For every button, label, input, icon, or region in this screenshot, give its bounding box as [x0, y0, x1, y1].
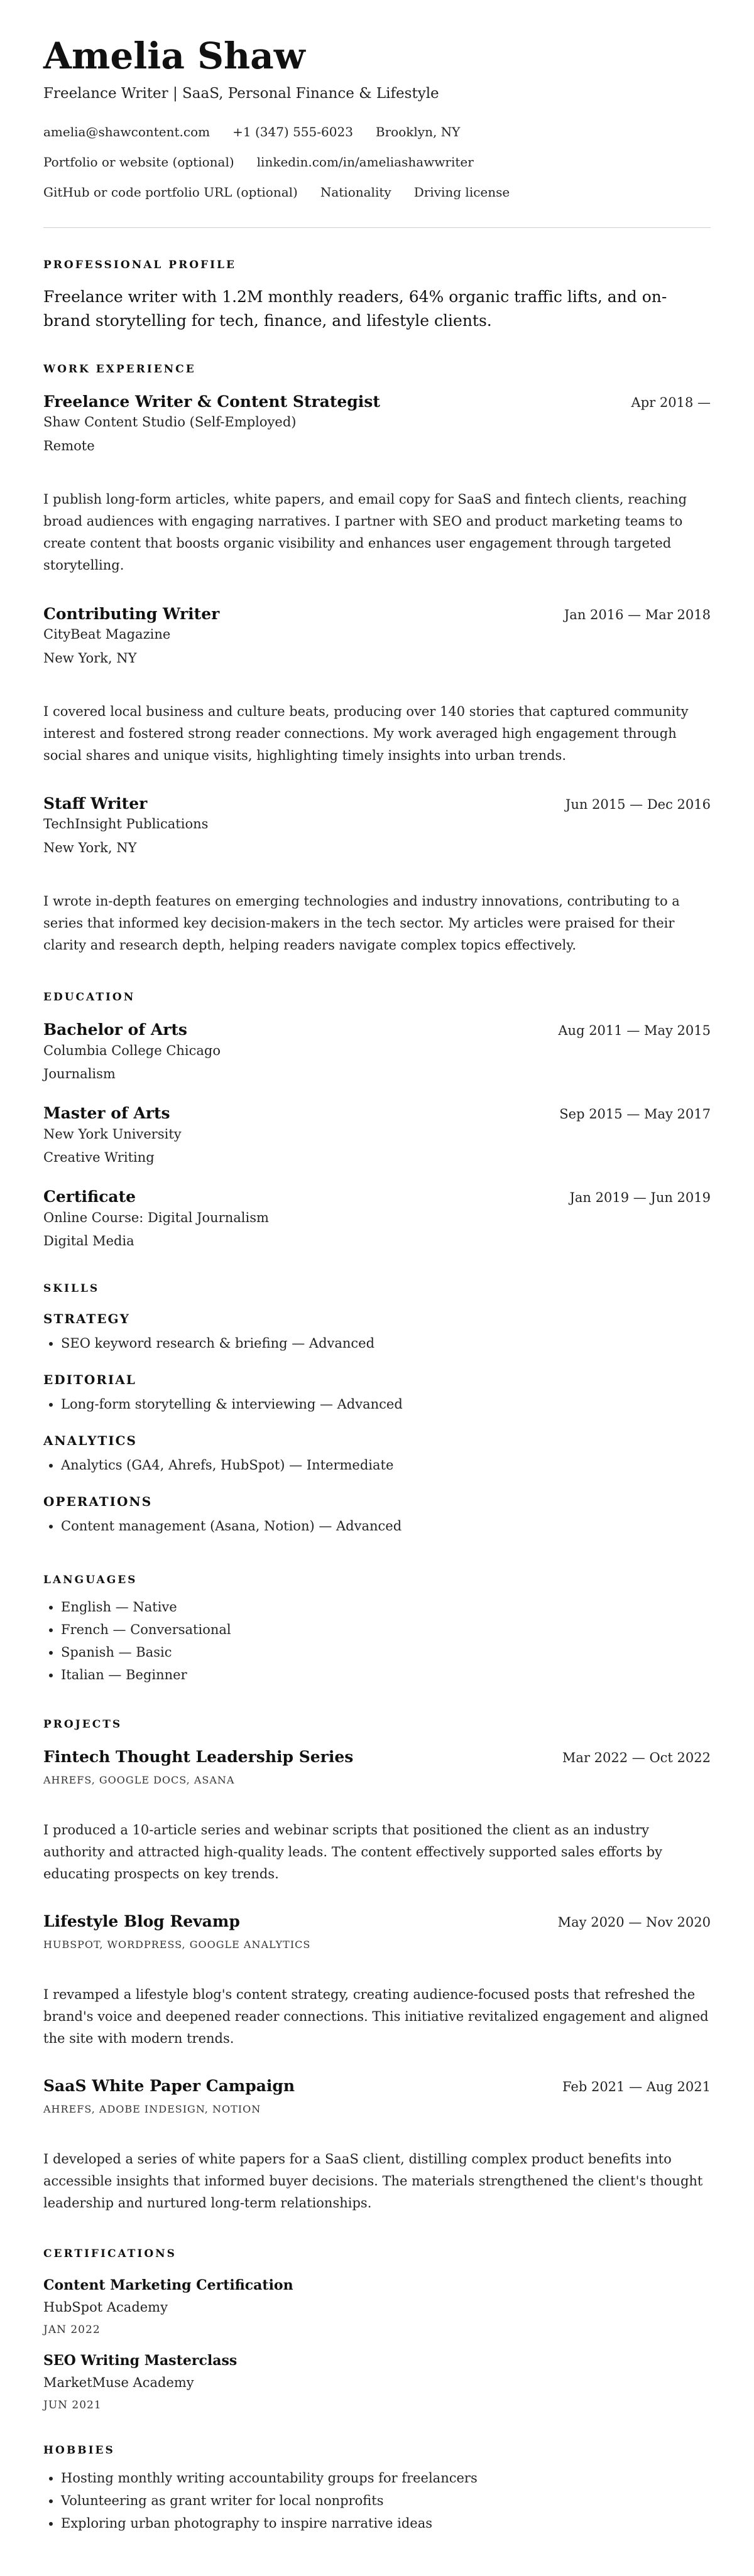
school: Online Course: Digital Journalism: [43, 1210, 269, 1225]
section-heading-education: EDUCATION: [43, 991, 136, 1004]
language-item: • French — Conversational: [61, 1618, 711, 1641]
section-heading-profile: PROFESSIONAL PROFILE: [43, 259, 236, 271]
project-date: Mar 2022 — Oct 2022: [562, 1750, 711, 1765]
location: Brooklyn, NY: [375, 124, 461, 139]
skill-category: EDITORIAL: [43, 1372, 136, 1387]
email-link[interactable]: amelia@shawcontent.com: [43, 124, 210, 139]
project-title: Lifestyle Blog Revamp: [43, 1912, 240, 1930]
project-description: I developed a series of white papers for a SaaS client, distilling complex product benefits into accessible insights that informed buyer decisions. The materials strengthened the client's thought leadership and nurtured long-term relationships.: [43, 2151, 703, 2211]
project-tools: AHREFS, GOOGLE DOCS, ASANA: [43, 1774, 235, 1786]
candidate-name: Amelia Shaw: [43, 35, 305, 77]
job-date: Jun 2015 — Dec 2016: [565, 797, 711, 812]
certification-issuer: MarketMuse Academy: [43, 2375, 194, 2390]
skill-item: • Content management (Asana, Notion) — Advanced: [61, 1515, 711, 1537]
job-location: New York, NY: [43, 840, 137, 855]
skill-item: • Analytics (GA4, Ahrefs, HubSpot) — Intermediate: [61, 1454, 711, 1476]
project-item-1-header: [43, 1748, 711, 1766]
field-of-study: Creative Writing: [43, 1150, 155, 1165]
job-description: I publish long-form articles, white papers, and email copy for SaaS and fintech clients, reaching broad audiences with engaging narratives. I partner with SEO and product marketing teams to create content that boosts organic visibility and enhances user engagement through targeted storytelling.: [43, 492, 687, 573]
experience-item-1-header: [43, 392, 711, 411]
experience-item-2-header: [43, 605, 711, 623]
project-tools: HUBSPOT, WORDPRESS, GOOGLE ANALYTICS: [43, 1939, 311, 1951]
education-item-3-header: [43, 1188, 711, 1206]
project-item-3-header: [43, 2077, 711, 2095]
job-location: Remote: [43, 438, 95, 453]
education-date: Jan 2019 — Jun 2019: [569, 1190, 711, 1205]
field-of-study: Digital Media: [43, 1233, 134, 1248]
degree: Master of Arts: [43, 1104, 170, 1122]
certification-date: JUN 2021: [43, 2399, 102, 2411]
job-description: I wrote in-depth features on emerging technologies and industry innovations, contributing to a series that informed key decision-makers in the tech sector. My articles were praised for their clarity and research depth, helping readers navigate complex topics effectively.: [43, 894, 680, 953]
skill-category: ANALYTICS: [43, 1433, 137, 1448]
job-company: Shaw Content Studio (Self-Employed): [43, 414, 297, 430]
job-company: CityBeat Magazine: [43, 627, 171, 642]
certification-date: JAN 2022: [43, 2324, 101, 2336]
skill-item: • SEO keyword research & briefing — Advanced: [61, 1332, 711, 1355]
phone-link[interactable]: +1 (347) 555-6023: [232, 124, 353, 139]
education-item-1-header: [43, 1020, 711, 1039]
certification-title: SEO Writing Masterclass: [43, 2352, 238, 2369]
language-item: • Spanish — Basic: [61, 1641, 711, 1664]
hobby-list: [43, 2467, 711, 2535]
project-date: Feb 2021 — Aug 2021: [562, 2079, 711, 2094]
project-tools: AHREFS, ADOBE INDESIGN, NOTION: [43, 2103, 261, 2115]
language-item: • Italian — Beginner: [61, 1664, 711, 1686]
language-list: [43, 1596, 711, 1686]
job-title: Contributing Writer: [43, 605, 220, 623]
job-title: Staff Writer: [43, 794, 148, 813]
job-description: I covered local business and culture beats, producing over 140 stories that captured community interest and fostered strong reader connections. My work averaged high engagement through social shares and unique visits, highlighting timely insights into urban trends.: [43, 704, 689, 763]
linkedin-link[interactable]: linkedin.com/in/ameliashawwriter: [256, 154, 474, 170]
headline: Freelance Writer | SaaS, Personal Finance & Lifestyle: [43, 85, 439, 102]
job-date: Apr 2018 —: [631, 395, 711, 410]
driving-license: Driving license: [413, 185, 510, 200]
skill-list: [43, 1515, 711, 1537]
certification-issuer: HubSpot Academy: [43, 2300, 168, 2315]
experience-item-3-header: [43, 794, 711, 813]
skill-list: [43, 1454, 711, 1476]
education-date: Aug 2011 — May 2015: [558, 1023, 711, 1038]
header-divider: [43, 227, 711, 228]
section-heading-experience: WORK EXPERIENCE: [43, 363, 196, 376]
project-description: I produced a 10-article series and webinar scripts that positioned the client as an industry authority and attracted high-quality leads. The content effectively supported sales efforts by educating prospects on key trends.: [43, 1822, 662, 1881]
skill-category: OPERATIONS: [43, 1494, 153, 1509]
project-title: SaaS White Paper Campaign: [43, 2077, 295, 2095]
project-date: May 2020 — Nov 2020: [557, 1915, 711, 1930]
field-of-study: Journalism: [43, 1066, 116, 1081]
section-heading-certifications: CERTIFICATIONS: [43, 2248, 177, 2260]
job-date: Jan 2016 — Mar 2018: [564, 607, 711, 622]
skill-item: • Long-form storytelling & interviewing — Advanced: [61, 1393, 711, 1415]
section-heading-skills: SKILLS: [43, 1282, 100, 1295]
hobby-item: • Hosting monthly writing accountability groups for freelancers: [61, 2467, 711, 2489]
contact-row-3: [43, 185, 711, 200]
project-item-2-header: [43, 1912, 711, 1930]
skill-list: [43, 1393, 711, 1415]
education-date: Sep 2015 — May 2017: [559, 1107, 711, 1122]
hobby-item: • Volunteering as grant writer for local nonprofits: [61, 2489, 711, 2512]
school: New York University: [43, 1127, 182, 1142]
skill-category: STRATEGY: [43, 1311, 130, 1326]
language-item: • English — Native: [61, 1596, 711, 1618]
school: Columbia College Chicago: [43, 1043, 221, 1058]
contact-row-1: [43, 124, 711, 139]
project-title: Fintech Thought Leadership Series: [43, 1748, 354, 1766]
degree: Bachelor of Arts: [43, 1020, 188, 1039]
contact-row-2: [43, 154, 711, 170]
section-heading-hobbies: HOBBIES: [43, 2444, 115, 2457]
hobby-item: • Exploring urban photography to inspire narrative ideas: [61, 2512, 711, 2535]
degree: Certificate: [43, 1188, 136, 1206]
project-description: I revamped a lifestyle blog's content strategy, creating audience-focused posts that refreshed the brand's voice and deepened reader connections. This initiative revitalized engagement and aligned the site with modern trends.: [43, 1987, 709, 2046]
job-company: TechInsight Publications: [43, 816, 209, 831]
nationality: Nationality: [320, 185, 391, 200]
job-location: New York, NY: [43, 651, 137, 666]
section-heading-languages: LANGUAGES: [43, 1574, 138, 1586]
certification-title: Content Marketing Certification: [43, 2277, 293, 2293]
github-link[interactable]: GitHub or code portfolio URL (optional): [43, 185, 298, 200]
portfolio-link[interactable]: Portfolio or website (optional): [43, 154, 234, 170]
job-title: Freelance Writer & Content Strategist: [43, 392, 380, 411]
profile-summary: Freelance writer with 1.2M monthly readers, 64% organic traffic lifts, and on-brand storytelling for tech, finance, and lifestyle clients.: [43, 288, 667, 330]
education-item-2-header: [43, 1104, 711, 1122]
skill-list: [43, 1332, 711, 1355]
section-heading-projects: PROJECTS: [43, 1718, 123, 1731]
